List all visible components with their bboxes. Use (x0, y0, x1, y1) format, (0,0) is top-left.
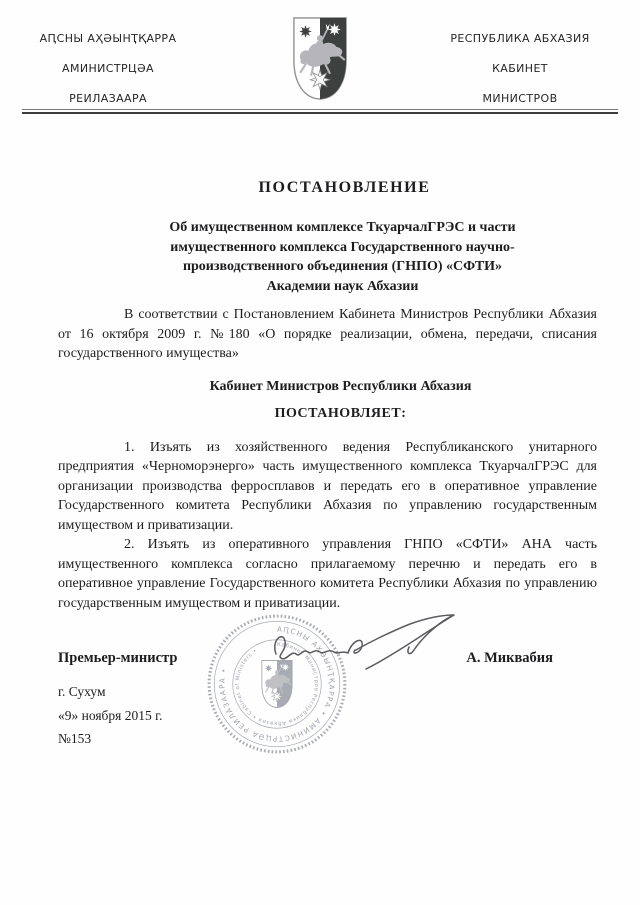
document-title: ПОСТАНОВЛЕНИЕ (258, 179, 431, 196)
subject-line-3: производственного объединения (ГНПО) «СФТИ» (182, 259, 503, 274)
coat-of-arms-icon (289, 16, 351, 101)
header-divider-rule (22, 109, 618, 114)
signature-date: «9» ноября 2015 г. (58, 708, 163, 723)
signatory-post: Премьер-министр (58, 650, 178, 666)
header-right-line-3: МИНИСТРОВ (482, 92, 558, 105)
subject-line-4: Академии наук Абхазии (266, 278, 419, 294)
clause-1: 1. Изъять из хозяйственного ведения Республиканского унитарного предприятия «Черноморэнерго» часть имущественного комплекса ТкуарчалГРЭС для организации производства ферросплавов и передать его в оперативное управление Государственного комитета Республики Абхазия по управлению государственным имуществом и приватизации. (58, 439, 597, 533)
document-number: №153 (58, 731, 92, 746)
header-left-line-2: АМИНИСТРЦӘА (62, 62, 154, 75)
header-left-line-3: РЕИЛАЗААРА (69, 92, 147, 105)
seal-inner-text: Кабинет Министров Республики Абхазия • Cabinet of Ministers • (234, 641, 320, 727)
header-right-line-2: КАБИНЕТ (492, 62, 548, 75)
signature-place: г. Сухум (58, 684, 106, 699)
subject-line-2: имущественного комплекса Государственного научно- (170, 239, 515, 255)
document-subject (58, 218, 597, 296)
header-abkhazian-block (20, 24, 196, 114)
header-left-line-1: АԤСНЫ АҲӘЫНҬҚАРРА (39, 32, 177, 45)
signatory-name: А. Миквабия (466, 650, 553, 666)
clause-2: 2. Изъять из оперативного управления ГНПО «СФТИ» АНА часть имущественного комплекса согласно прилагаемому перечню и передать его в оперативное управление Государственного комитета Республики Абхазия по управлению государственным имуществом и приватизации. (58, 537, 597, 611)
header-russian-block (428, 24, 612, 114)
seal-outer-text: АԤСНЫ АҲӘЫНҬҚАРРА • АМИНИСТРЦӘА РЕИЛАЗААРА • (217, 624, 337, 744)
signature-autograph (268, 610, 458, 674)
resolve-word: ПОСТАНОВЛЯЕТ: (274, 405, 407, 421)
preamble-paragraph: В соответствии с Постановлением Кабинета Министров Республики Абхазия от 16 октября 2009 г. №180 «О порядке реализации, обмена, передачи, списания государственного имущества» (58, 307, 597, 361)
header-right-line-1: РЕСПУБЛИКА АБХАЗИЯ (450, 32, 590, 45)
issuer-line: Кабинет Министров Республики Абхазия (209, 378, 472, 394)
subject-line-1: Об имущественном комплексе ТкуарчалГРЭС и части (169, 220, 516, 235)
document-body (58, 180, 597, 613)
